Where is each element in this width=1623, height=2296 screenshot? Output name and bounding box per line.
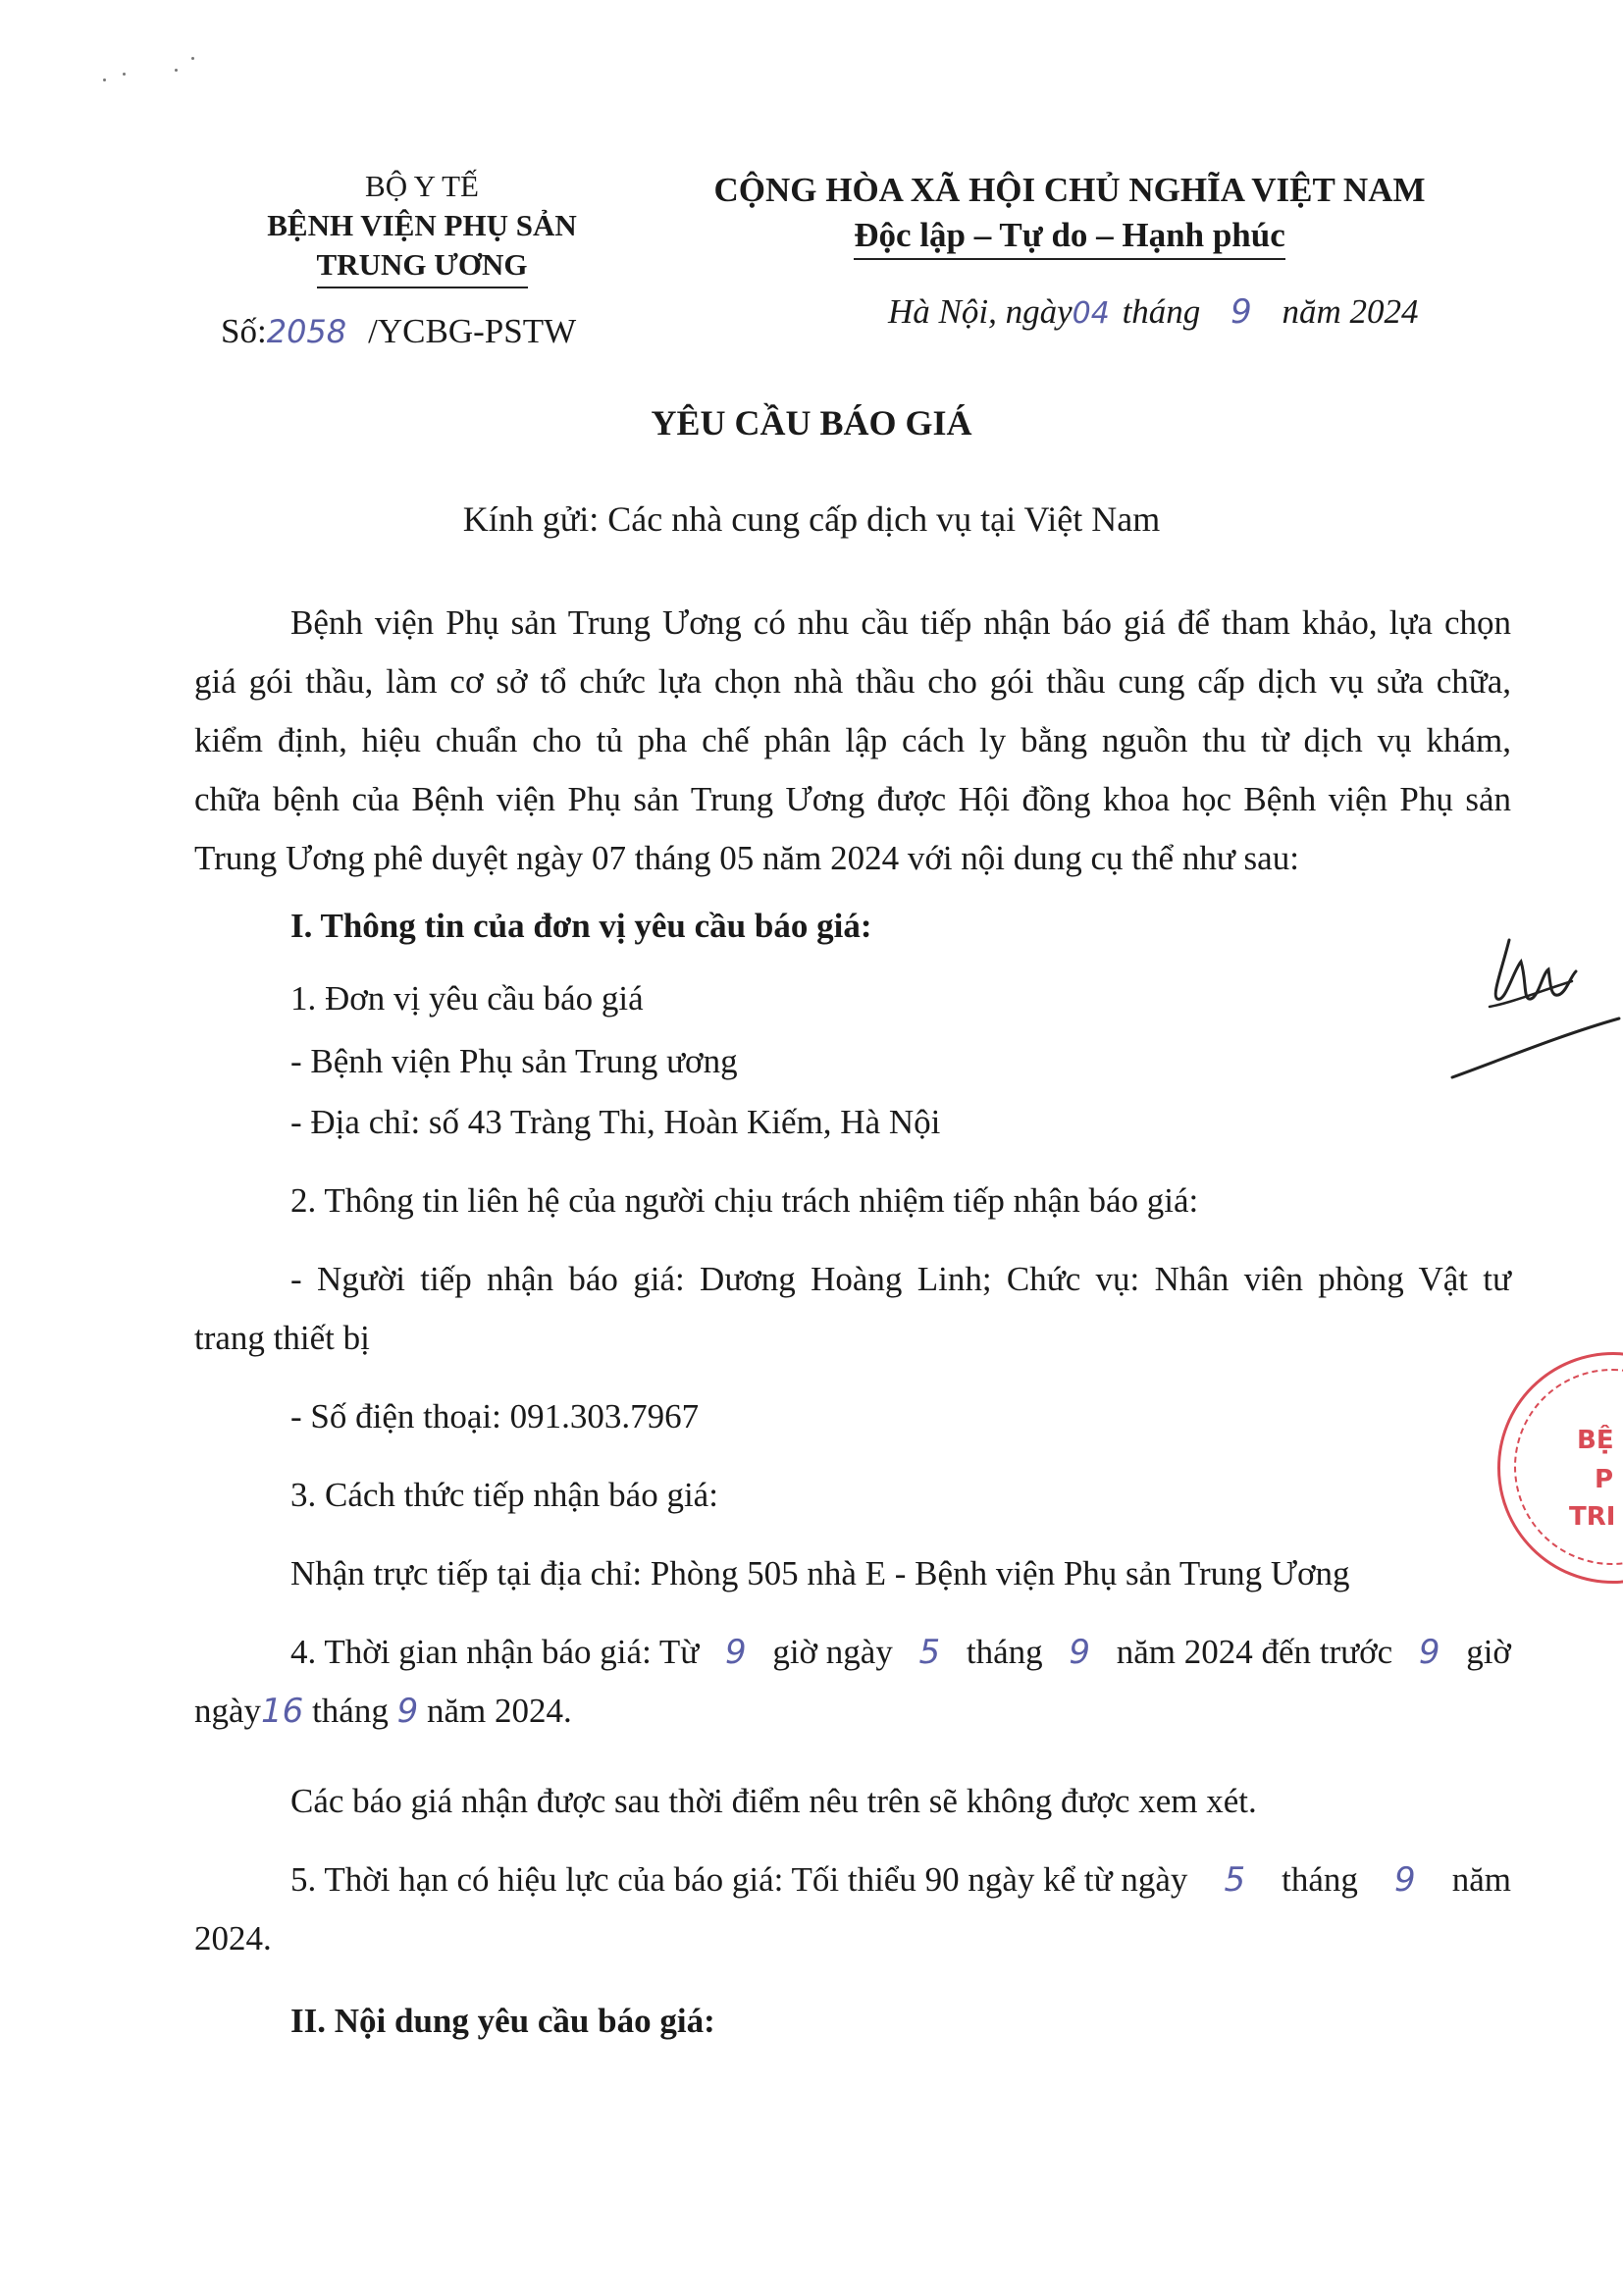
hospital-name-line2: TRUNG ƯƠNG [317,245,528,288]
document-title: YÊU CẦU BÁO GIÁ [651,403,972,443]
item-4-line2: ngày16 tháng 9 năm 2024. [194,1692,572,1731]
motto-underline [854,258,1285,260]
handwritten-month-end: 9 [396,1692,419,1731]
hospital-name-line1: BỆNH VIỆN PHỤ SẢN [267,208,577,242]
initials-signature [1433,913,1623,1089]
stamp-text-3: TRI [1569,1502,1616,1532]
hospital-underline [317,287,528,288]
scan-speck [123,73,126,76]
scan-speck [103,78,106,81]
handwritten-month-start: 9 [1069,1633,1090,1672]
handwritten-number: 2058 [266,313,347,350]
contact-phone: - Số điện thoại: 091.303.7967 [290,1397,700,1435]
scan-speck [191,57,194,60]
item-1-title: 1. Đơn vị yêu cầu báo giá [290,979,644,1018]
item-3-title: 3. Cách thức tiếp nhận báo giá: [290,1476,718,1514]
ministry-name: BỘ Y TẾ [365,169,479,203]
hospital-name: - Bệnh viện Phụ sản Trung ương [290,1042,738,1080]
item-5-line1: 5. Thời hạn có hiệu lực của báo giá: Tối thiểu 90 ngày kể từ ngày 5 tháng 9 năm [290,1851,1511,1909]
stamp-text-2: P [1595,1465,1614,1494]
item-5-year: 2024. [194,1919,272,1957]
contact-person: - Người tiếp nhận báo giá: Dương Hoàng Linh; Chức vụ: Nhân viên phòng Vật tư trang thiết bị [194,1260,1511,1357]
handwritten-validity-day: 5 [1224,1860,1246,1900]
handwritten-validity-month: 9 [1394,1860,1416,1900]
receiving-address: Nhận trực tiếp tại địa chỉ: Phòng 505 nhà E - Bệnh viện Phụ sản Trung Ương [290,1554,1350,1592]
agency-block [206,167,638,288]
motto-block [667,216,1472,260]
motto: Độc lập – Tự do – Hạnh phúc [854,216,1285,260]
section-1-heading: I. Thông tin của đơn vị yêu cầu báo giá: [290,907,872,945]
handwritten-hour-start: 9 [724,1633,747,1672]
item-4-line1: 4. Thời gian nhận báo giá: Từ 9 giờ ngày 5 tháng 9 năm 2024 đến trước 9 giờ [290,1623,1511,1682]
republic-title: CỘNG HÒA XÃ HỘI CHỦ NGHĨA VIỆT NAM [713,171,1426,209]
scan-speck [175,69,178,72]
official-stamp [1497,1352,1623,1584]
handwritten-day-end: 16 [261,1692,304,1731]
stamp-text-1: BỆ [1577,1426,1614,1455]
section-2-heading: II. Nội dung yêu cầu báo giá: [290,2002,715,2040]
handwritten-month: 9 [1230,292,1252,332]
item-2-title: 2. Thông tin liên hệ của người chịu trách nhiệm tiếp nhận báo giá: [290,1181,1199,1220]
item-4-note: Các báo giá nhận được sau thời điểm nêu trên sẽ không được xem xét. [290,1782,1257,1820]
issue-date: Hà Nội, ngày04 tháng 9 năm 2024 [888,292,1419,332]
hospital-address: - Địa chỉ: số 43 Tràng Thi, Hoàn Kiếm, Hà Nội [290,1103,941,1141]
document-number: Số:2058 /YCBG-PSTW [221,312,577,350]
intro-paragraph: Bệnh viện Phụ sản Trung Ương có nhu cầu tiếp nhận báo giá để tham khảo, lựa chọn giá gói thầu, làm cơ sở tổ chức lựa chọn nhà thầu cho gói thầu cung cấp dịch vụ sửa chữa, kiểm định, hiệu chuẩn cho tủ pha chế phân lập cách ly bằng nguồn thu từ dịch vụ khám, chữa bệnh của Bệnh viện Phụ sản Trung Ương được Hội đồng khoa học Bệnh viện Phụ sản Trung Ương phê duyệt ngày 07 tháng 05 năm 2024 với nội dung cụ thể như sau: [194,603,1511,877]
handwritten-day-start: 5 [918,1633,941,1672]
handwritten-hour-end: 9 [1418,1633,1440,1672]
salutation: Kính gửi: Các nhà cung cấp dịch vụ tại Việt Nam [462,499,1161,539]
handwritten-day: 04 [1072,296,1110,331]
